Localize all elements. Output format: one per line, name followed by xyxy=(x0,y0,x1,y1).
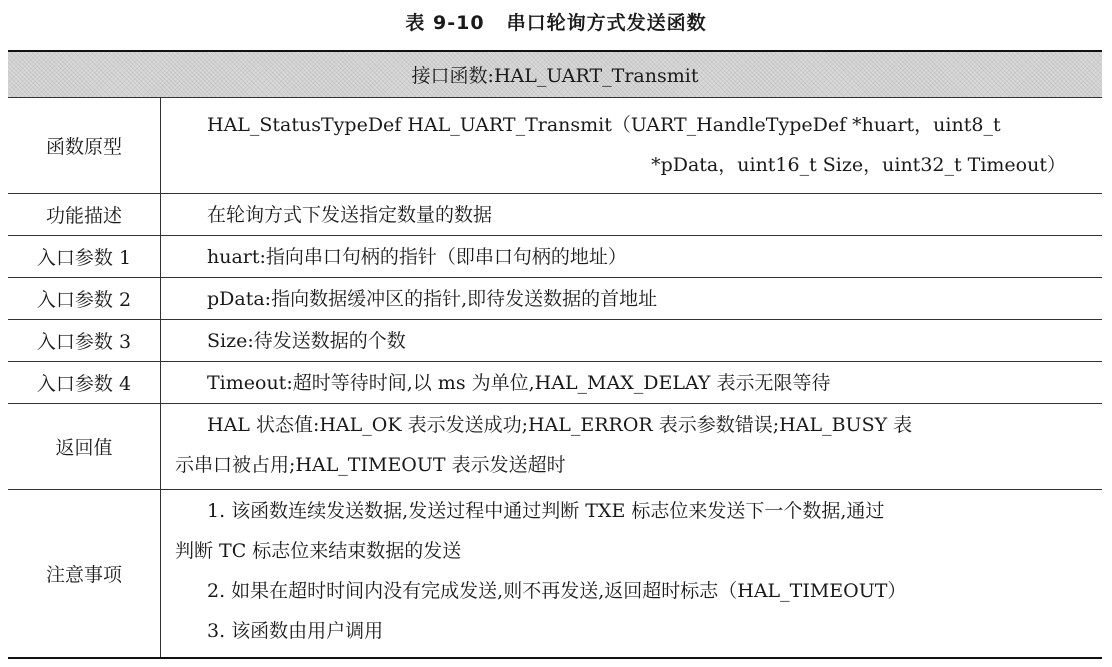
table-row-param-4 xyxy=(8,362,1102,404)
table-row-param-1 xyxy=(8,236,1102,278)
prototype-line-1: HAL_StatusTypeDef HAL_UART_Transmit（UART_HandleTypeDef *huart，uint8_t xyxy=(207,114,1001,136)
return-line-1: HAL 状态值:HAL_OK 表示发送成功;HAL_ERROR 表示参数错误;HAL_BUSY 表 xyxy=(207,414,913,436)
row-value: 在轮询方式下发送指定数量的数据 xyxy=(207,203,493,226)
table-row-prototype xyxy=(8,98,1102,194)
prototype-line-2: *pData，uint16_t Size，uint32_t Timeout） xyxy=(651,154,1066,176)
row-label: 函数原型 xyxy=(8,98,161,193)
note-line-3: 2. 如果在超时时间内没有完成发送,则不再发送,返回超时标志（HAL_TIMEOUT） xyxy=(207,580,907,602)
row-value: pData:指向数据缓冲区的指针,即待发送数据的首地址 xyxy=(207,287,658,310)
note-line-2: 判断 TC 标志位来结束数据的发送 xyxy=(175,540,462,562)
note-line-1: 1. 该函数连续发送数据,发送过程中通过判断 TXE 标志位来发送下一个数据,通过 xyxy=(207,500,885,522)
row-label: 入口参数 2 xyxy=(8,278,161,319)
note-line-4: 3. 该函数由用户调用 xyxy=(207,620,384,642)
table-row-param-3 xyxy=(8,320,1102,362)
table-number: 表 9-10 xyxy=(405,12,485,34)
row-label: 返回值 xyxy=(8,404,161,489)
function-table xyxy=(8,50,1102,659)
row-label: 入口参数 4 xyxy=(8,362,161,403)
row-value: Timeout:超时等待时间,以 ms 为单位,HAL_MAX_DELAY 表示无限等待 xyxy=(207,371,831,394)
row-value xyxy=(161,404,1102,489)
row-label: 功能描述 xyxy=(8,194,161,235)
row-value xyxy=(161,98,1102,193)
table-row-description xyxy=(8,194,1102,236)
table-title: 串口轮询方式发送函数 xyxy=(506,12,707,34)
table-header: 接口函数:HAL_UART_Transmit xyxy=(8,52,1102,98)
table-row-notes xyxy=(8,490,1102,657)
row-value: Size:待发送数据的个数 xyxy=(207,329,406,352)
return-line-2: 示串口被占用;HAL_TIMEOUT 表示发送超时 xyxy=(175,454,566,476)
row-value: huart:指向串口句柄的指针（即串口句柄的地址） xyxy=(207,245,627,268)
table-row-param-2 xyxy=(8,278,1102,320)
row-value xyxy=(161,490,1102,657)
row-label: 注意事项 xyxy=(8,490,161,657)
row-label: 入口参数 1 xyxy=(8,236,161,277)
row-label: 入口参数 3 xyxy=(8,320,161,361)
table-row-return xyxy=(8,404,1102,490)
table-caption xyxy=(0,8,1112,35)
